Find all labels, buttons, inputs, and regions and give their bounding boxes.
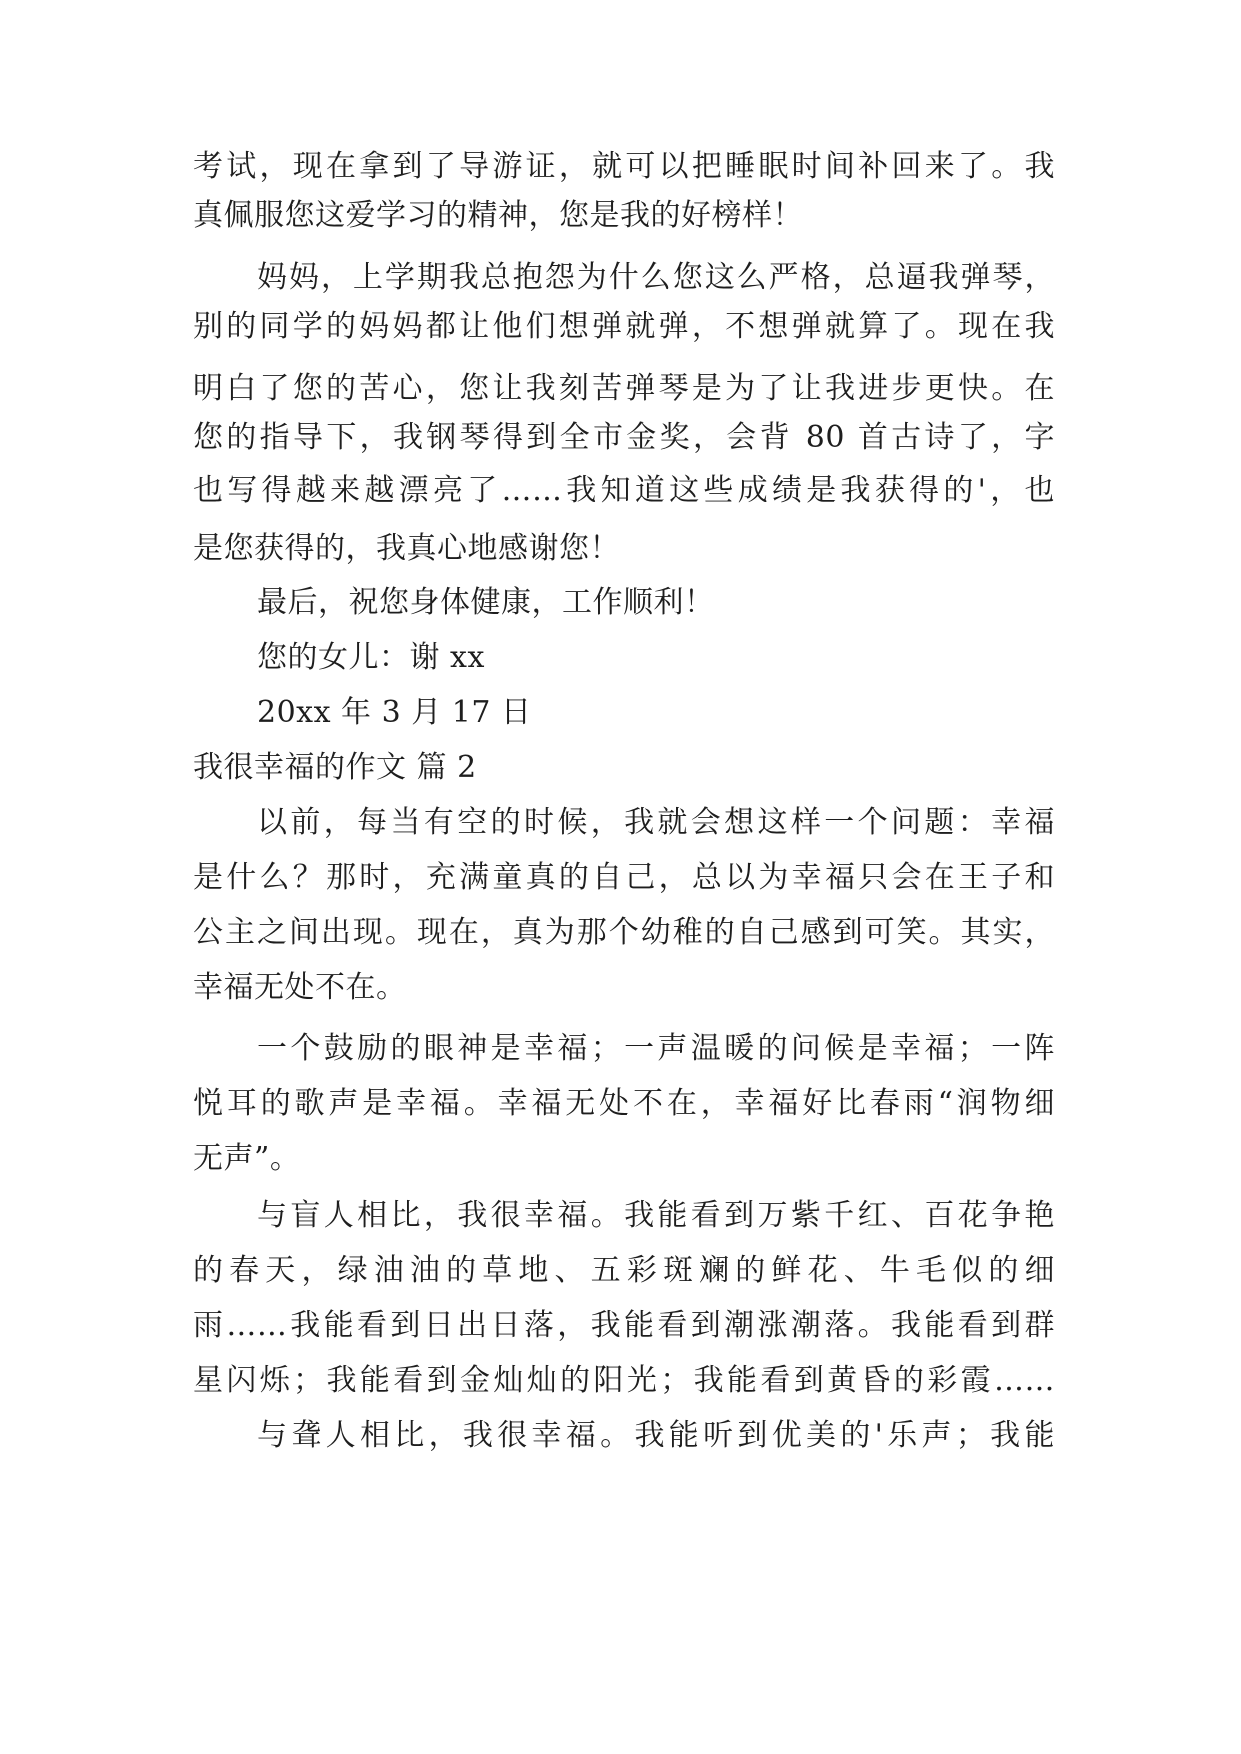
text-line: 与盲人相比，我很幸福。我能看到万紫千红、百花争艳 bbox=[257, 1198, 1055, 1233]
text-line: 以前，每当有空的时候，我就会想这样一个问题：幸福 bbox=[257, 805, 1055, 840]
text-line: 雨……我能看到日出日落，我能看到潮涨潮落。我能看到群 bbox=[193, 1308, 1055, 1343]
text-line: 您的指导下，我钢琴得到全市金奖，会背 80 首古诗了，字 bbox=[193, 420, 1055, 455]
text-line: 悦耳的歌声是幸福。幸福无处不在，幸福好比春雨“润物细 bbox=[193, 1086, 1055, 1121]
text-line: 幸福无处不在。 bbox=[193, 970, 407, 1005]
text-line: 别的同学的妈妈都让他们想弹就弹，不想弹就算了。现在我 bbox=[193, 309, 1055, 344]
text-line: 最后，祝您身体健康，工作顺利！ bbox=[257, 585, 715, 620]
text-line: 无声”。 bbox=[193, 1141, 301, 1176]
date-line: 20xx 年 3 月 17 日 bbox=[257, 695, 532, 730]
text-line: 也写得越来越漂亮了……我知道这些成绩是我获得的'，也 bbox=[193, 473, 1055, 508]
text-line: 考试，现在拿到了导游证，就可以把睡眠时间补回来了。我 bbox=[193, 149, 1055, 184]
section-heading: 我很幸福的作文 篇 2 bbox=[193, 750, 477, 785]
text-line: 星闪烁；我能看到金灿灿的阳光；我能看到黄昏的彩霞…… bbox=[193, 1363, 1055, 1398]
text-line: 一个鼓励的眼神是幸福；一声温暖的问候是幸福；一阵 bbox=[257, 1031, 1055, 1066]
signature-line: 您的女儿：谢 xx bbox=[257, 640, 485, 675]
text-line: 与聋人相比，我很幸福。我能听到优美的'乐声；我能 bbox=[257, 1418, 1055, 1453]
text-line: 的春天，绿油油的草地、五彩斑斓的鲜花、牛毛似的细 bbox=[193, 1253, 1055, 1288]
text-line: 明白了您的苦心，您让我刻苦弹琴是为了让我进步更快。在 bbox=[193, 371, 1055, 406]
text-line: 是您获得的，我真心地感谢您！ bbox=[193, 531, 620, 566]
text-line: 真佩服您这爱学习的精神，您是我的好榜样！ bbox=[193, 198, 803, 233]
text-line: 是什么？那时，充满童真的自己，总以为幸福只会在王子和 bbox=[193, 860, 1055, 895]
text-line: 妈妈，上学期我总抱怨为什么您这么严格，总逼我弹琴， bbox=[257, 260, 1055, 295]
text-line: 公主之间出现。现在，真为那个幼稚的自己感到可笑。其实， bbox=[193, 915, 1055, 950]
